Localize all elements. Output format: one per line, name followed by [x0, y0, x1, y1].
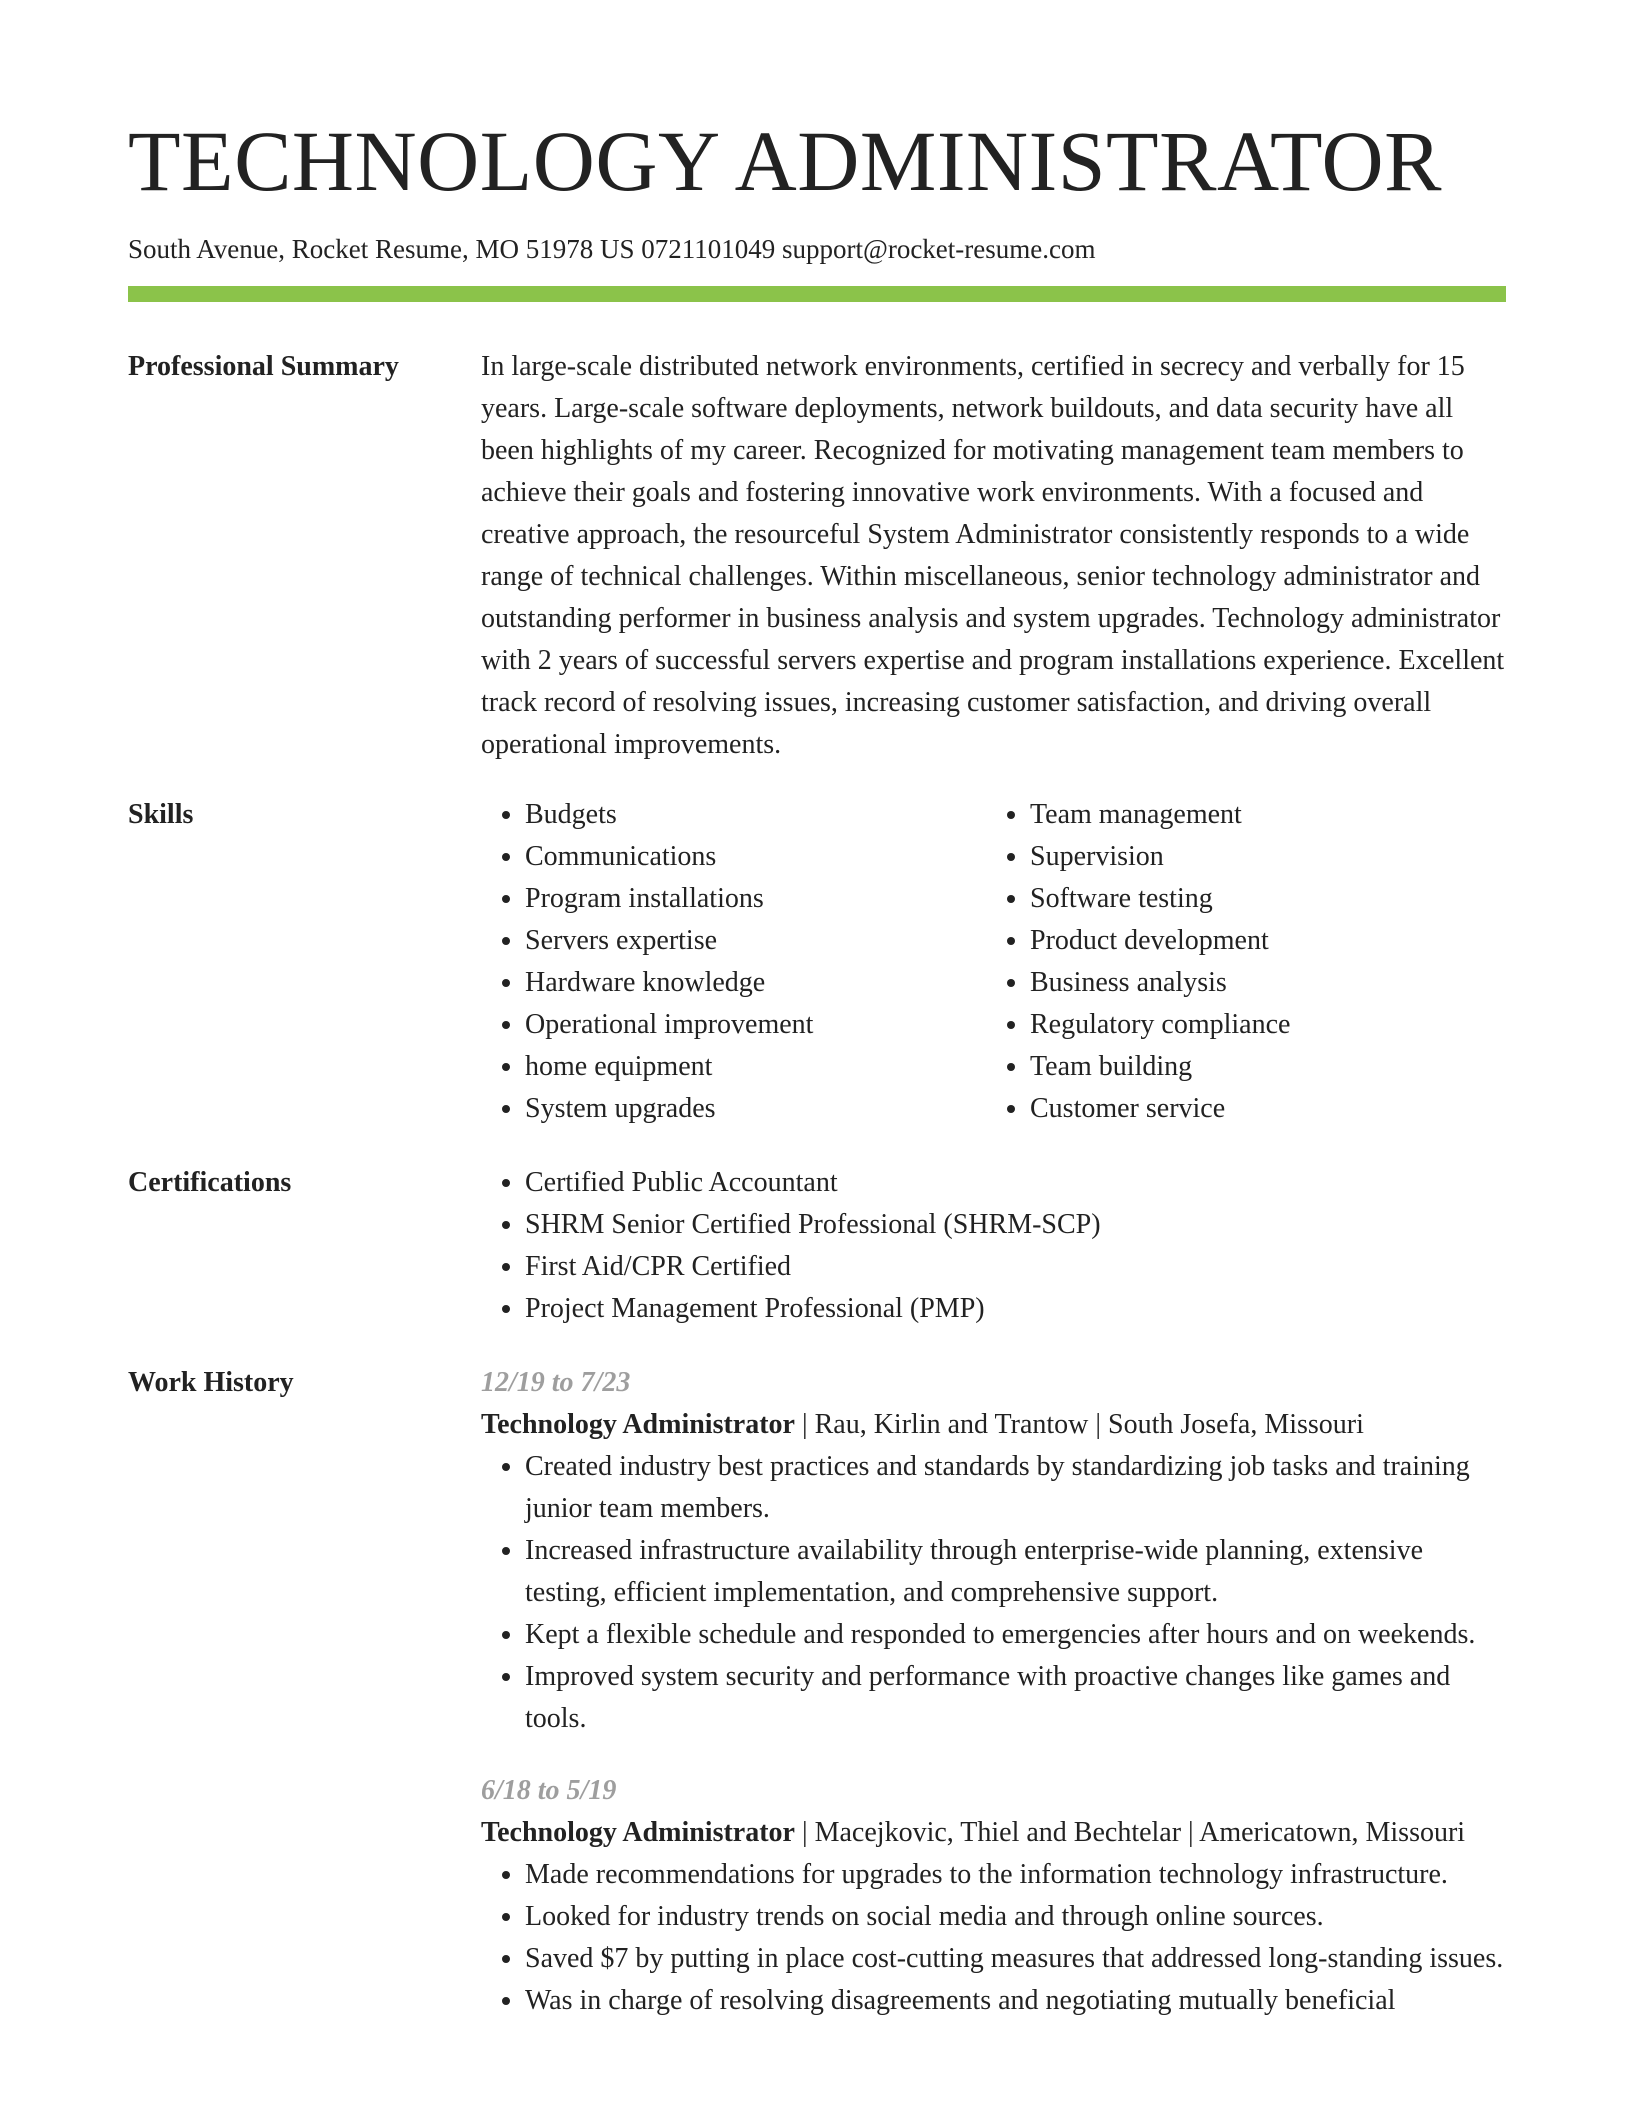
skill-item: • Hardware knowledge [525, 962, 986, 1004]
skills-column-left [481, 794, 986, 1130]
skill-item: • Regulatory compliance [1030, 1004, 1491, 1046]
skill-item: • home equipment [525, 1046, 986, 1088]
skill-item: • Servers expertise [525, 920, 986, 962]
certification-item: • First Aid/CPR Certified [525, 1246, 1506, 1288]
skill-item: • Supervision [1030, 836, 1491, 878]
certifications-heading: Certifications [128, 1167, 292, 1198]
certification-item: • Certified Public Accountant [525, 1162, 1506, 1204]
work-history-heading: Work History [128, 1367, 294, 1398]
skill-item: • Product development [1030, 920, 1491, 962]
summary-heading: Professional Summary [128, 351, 399, 382]
skill-item: • Team management [1030, 794, 1491, 836]
skills-grid [481, 794, 1506, 1130]
certification-item: • Project Management Professional (PMP) [525, 1288, 1506, 1330]
job-duty-item: • Looked for industry trends on social media and through online sources. [525, 1896, 1506, 1938]
job-duty-item: • Increased infrastructure availability through enterprise-wide planning, extensive testing, efficient implementation, and comprehensive support. [525, 1530, 1506, 1614]
certification-item: • SHRM Senior Certified Professional (SHRM-SCP) [525, 1204, 1506, 1246]
job-duty-item: • Kept a flexible schedule and responded to emergencies after hours and on weekends. [525, 1614, 1506, 1656]
job-entry [481, 1770, 1506, 2022]
skill-item: • Team building [1030, 1046, 1491, 1088]
job-duties [481, 1446, 1506, 1740]
skill-item: • Program installations [525, 878, 986, 920]
header-divider [128, 286, 1506, 302]
candidate-name: TECHNOLOGY ADMINISTRATOR [128, 113, 1442, 209]
skill-item: • Software testing [1030, 878, 1491, 920]
job-title: Technology Administrator [481, 1817, 795, 1848]
job-entry [481, 1362, 1506, 1740]
skills-column-right [986, 794, 1491, 1130]
job-duty-item: • Made recommendations for upgrades to the information technology infrastructure. [525, 1854, 1506, 1896]
skill-item: • System upgrades [525, 1088, 986, 1130]
skill-item: • Operational improvement [525, 1004, 986, 1046]
job-title: Technology Administrator [481, 1409, 795, 1440]
job-duties [481, 1854, 1506, 2022]
job-employer-location: | Rau, Kirlin and Trantow | South Josefa, Missouri [795, 1409, 1364, 1440]
job-duty-item: • Was in charge of resolving disagreements and negotiating mutually beneficial [525, 1980, 1506, 2022]
job-employer-location: | Macejkovic, Thiel and Bechtelar | Americatown, Missouri [795, 1817, 1466, 1848]
job-title-line [481, 1404, 1506, 1446]
job-duty-item: • Created industry best practices and standards by standardizing job tasks and training junior team members. [525, 1446, 1506, 1530]
skills-heading: Skills [128, 799, 194, 830]
job-dates: 6/18 to 5/19 [481, 1775, 617, 1806]
job-title-line [481, 1812, 1506, 1854]
skill-item: • Business analysis [1030, 962, 1491, 1004]
job-duty-item: • Improved system security and performance with proactive changes like games and tools. [525, 1656, 1506, 1740]
skill-item: • Customer service [1030, 1088, 1491, 1130]
job-duty-item: • Saved $7 by putting in place cost-cutting measures that addressed long-standing issues. [525, 1938, 1506, 1980]
contact-line: South Avenue, Rocket Resume, MO 51978 US 0721101049 support@rocket-resume.com [128, 234, 1096, 264]
summary-text: In large-scale distributed network environments, certified in secrecy and verbally for 15 years. Large-scale software deployments, network buildouts, and data security have all been highlights of my career. Recognized for motivating management team members to achieve their goals and fostering innovative work environments. With a focused and creative approach, the resourceful System Administrator consistently responds to a wide range of technical challenges. Within miscellaneous, senior technology administrator and outstanding performer in business analysis and system upgrades. Technology administrator with 2 years of successful servers expertise and program installations experience. Excellent track record of resolving issues, increasing customer satisfaction, and driving overall operational improvements. [481, 351, 1505, 760]
job-dates: 12/19 to 7/23 [481, 1367, 631, 1398]
skill-item: • Budgets [525, 794, 986, 836]
skill-item: • Communications [525, 836, 986, 878]
